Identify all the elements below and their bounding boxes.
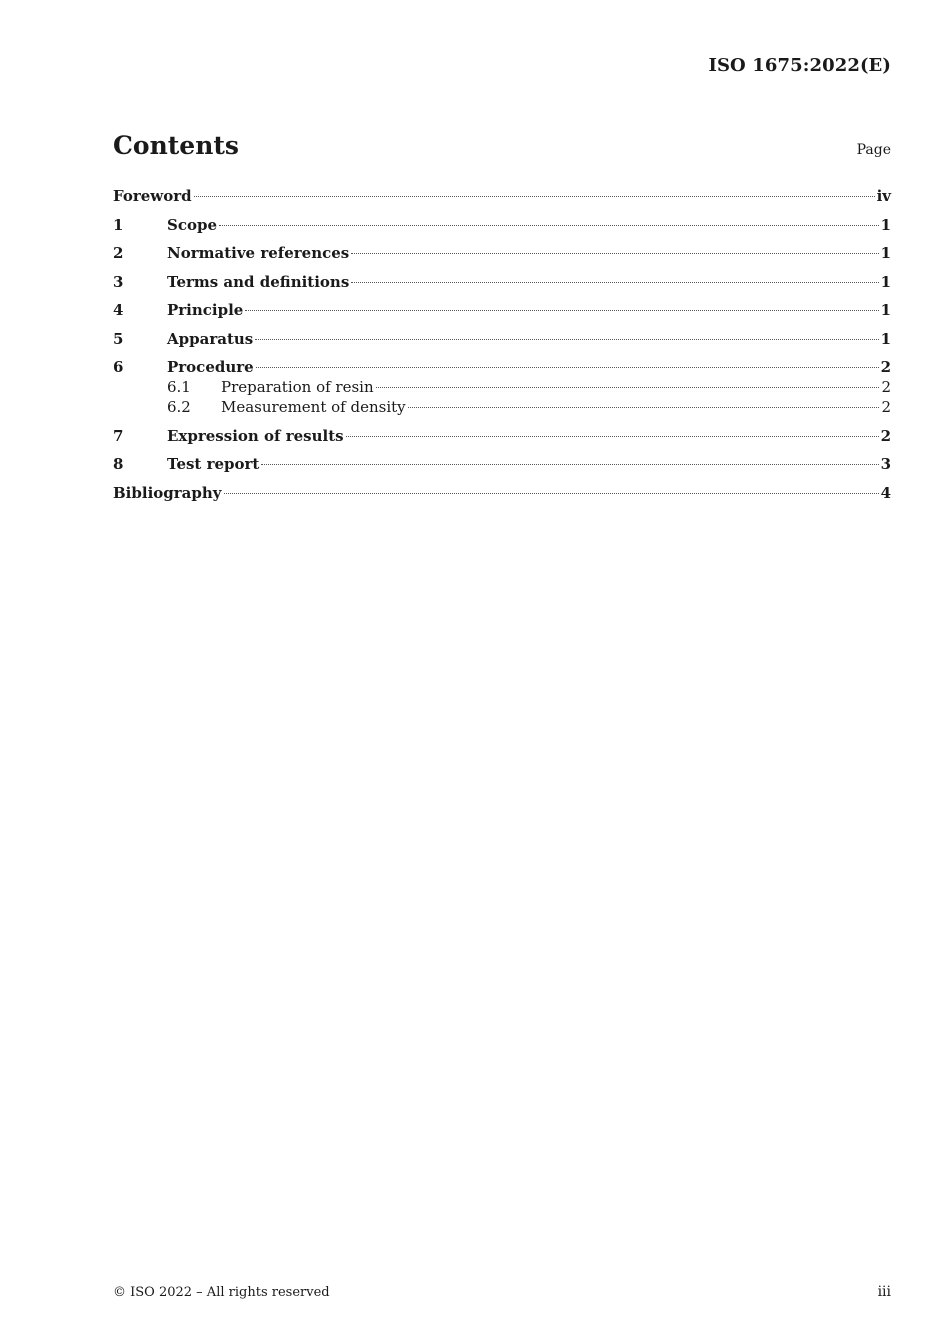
toc-entry-page: 3: [880, 455, 891, 473]
toc-entry-text: Normative references: [167, 244, 350, 262]
toc-entry-procedure[interactable]: [113, 357, 891, 377]
toc-leader-dots: [256, 367, 879, 368]
toc-entry-bibliography[interactable]: [113, 483, 891, 503]
toc-leader-dots: [408, 407, 880, 408]
toc-entry-page: iv: [876, 187, 891, 205]
toc-entry-text: Apparatus: [167, 329, 254, 348]
toc-entry-principle[interactable]: [113, 300, 891, 320]
toc-entry-text: Terms and definitions: [167, 272, 350, 291]
toc-entry-number: 6: [113, 358, 124, 376]
toc-entry-page: 2: [880, 358, 891, 376]
toc-entry-page: 1: [880, 244, 891, 262]
page-number: iii: [877, 1284, 891, 1300]
toc-entry-text: Expression of results: [167, 426, 344, 445]
toc-entry-preparation-of-resin[interactable]: [113, 377, 891, 397]
toc-entry-expression-of-results[interactable]: [113, 426, 891, 446]
toc-entry-text: Procedure: [167, 358, 254, 376]
toc-entry-text: Preparation of resin: [221, 378, 374, 396]
document-id: ISO 1675:2022(E): [708, 55, 891, 76]
table-of-contents: [113, 186, 891, 503]
toc-entry-normative-references[interactable]: [113, 243, 891, 263]
page-column-label: Page: [856, 142, 891, 158]
toc-entry-text: Principle: [167, 301, 244, 319]
toc-entry-page: 1: [880, 272, 891, 291]
toc-entry-page: 1: [880, 329, 891, 348]
toc-entry-page: 1: [880, 215, 891, 234]
toc-entry-number: 5: [113, 329, 124, 348]
toc-leader-dots: [255, 339, 878, 340]
toc-leader-dots: [219, 225, 879, 226]
toc-entry-number: 8: [113, 455, 124, 473]
toc-leader-dots: [376, 387, 880, 388]
toc-entry-text: Foreword: [113, 187, 192, 205]
toc-entry-number: 7: [113, 426, 124, 445]
toc-entry-page: 2: [881, 398, 891, 416]
toc-leader-dots: [194, 196, 875, 197]
toc-leader-dots: [224, 493, 879, 494]
toc-entry-text: Scope: [167, 215, 218, 234]
toc-entry-number: 3: [113, 272, 124, 291]
toc-leader-dots: [351, 282, 878, 283]
copyright-notice: © ISO 2022 – All rights reserved: [113, 1285, 330, 1300]
toc-entry-terms-and-definitions[interactable]: [113, 272, 891, 292]
toc-leader-dots: [261, 464, 878, 465]
toc-leader-dots: [351, 253, 878, 254]
toc-leader-dots: [245, 310, 878, 311]
toc-entry-apparatus[interactable]: [113, 329, 891, 349]
contents-heading: Contents: [113, 131, 240, 160]
toc-entry-foreword[interactable]: [113, 186, 891, 206]
toc-entry-number: 6.2: [167, 398, 191, 416]
toc-entry-page: 2: [881, 378, 891, 396]
toc-entry-number: 6.1: [167, 378, 191, 396]
toc-entry-measurement-of-density[interactable]: [113, 397, 891, 417]
toc-leader-dots: [346, 436, 879, 437]
toc-entry-scope[interactable]: [113, 215, 891, 235]
toc-entry-text: Bibliography: [113, 483, 222, 502]
toc-entry-page: 2: [880, 426, 891, 445]
toc-entry-test-report[interactable]: [113, 454, 891, 474]
toc-entry-page: 4: [880, 483, 891, 502]
toc-entry-text: Test report: [167, 455, 260, 473]
toc-entry-number: 2: [113, 244, 124, 262]
toc-entry-page: 1: [880, 301, 891, 319]
toc-entry-number: 4: [113, 301, 124, 319]
toc-entry-number: 1: [113, 215, 124, 234]
toc-entry-text: Measurement of density: [221, 398, 406, 416]
